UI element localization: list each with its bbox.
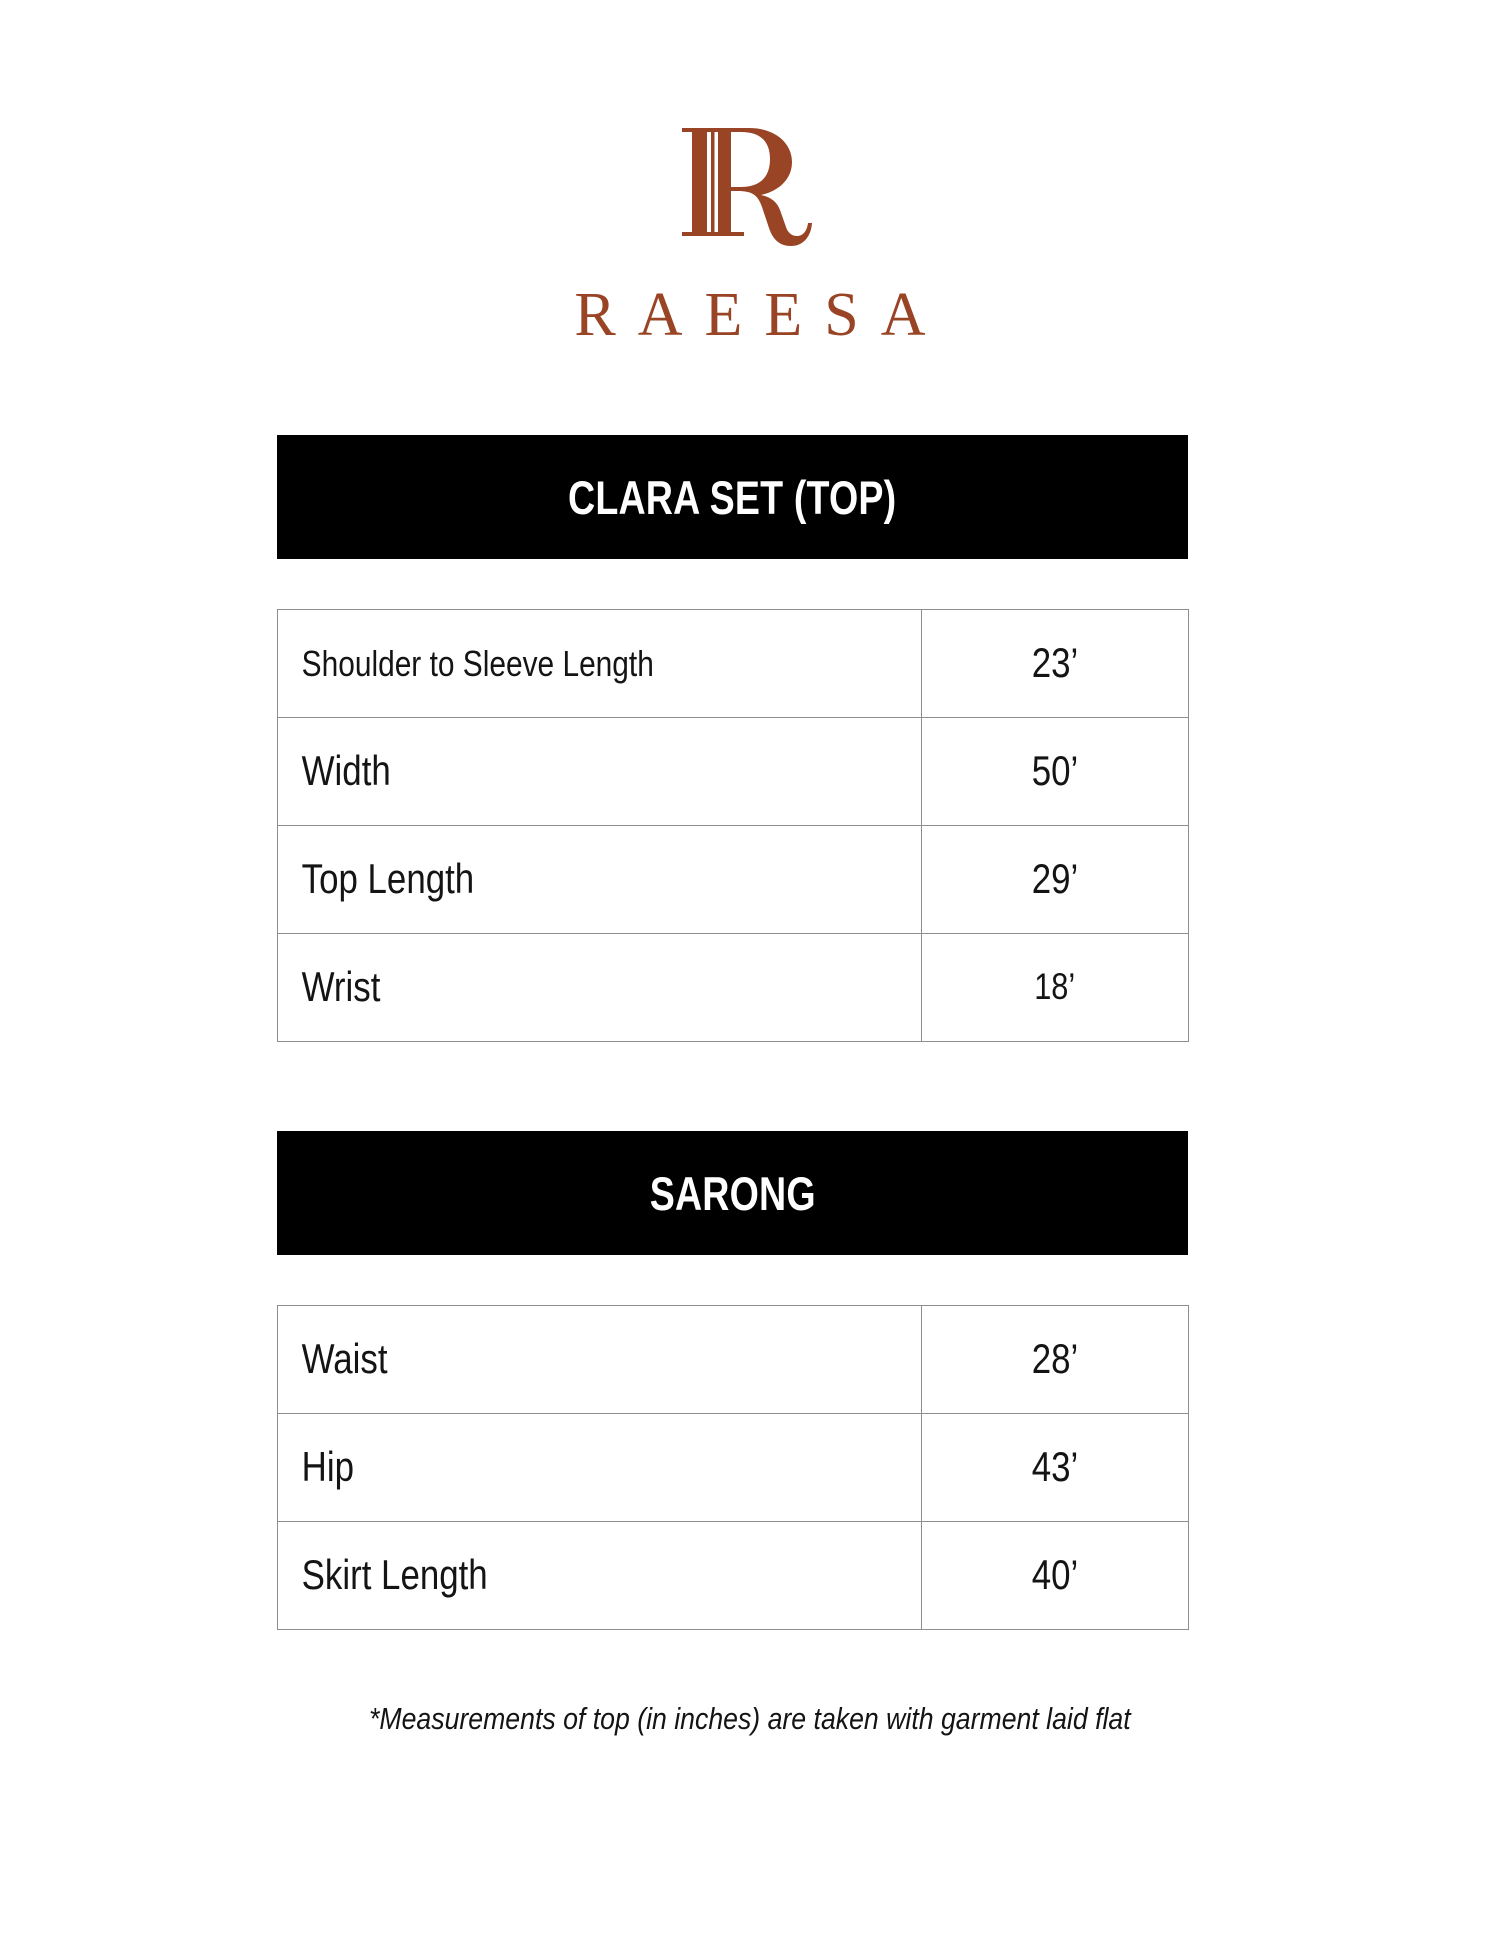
section-header-bar-sarong — [277, 1131, 1188, 1255]
section-header-title: CLARA SET (TOP) — [568, 470, 897, 524]
table-row — [278, 934, 1189, 1042]
measurement-value-text: 29’ — [1031, 855, 1079, 903]
table-row — [278, 610, 1189, 718]
section-header-title: SARONG — [649, 1166, 816, 1220]
measurement-value — [922, 1414, 1189, 1522]
measurement-value-text: 40’ — [1031, 1551, 1079, 1599]
measurement-value — [922, 610, 1189, 718]
measurement-value — [922, 826, 1189, 934]
measurement-footnote — [0, 1700, 1500, 1737]
measurement-value-text: 23’ — [1031, 639, 1079, 687]
raeesa-r-monogram-icon — [670, 118, 830, 246]
measurement-value-text: 50’ — [1031, 747, 1079, 795]
measurement-label: Skirt Length — [278, 1522, 813, 1630]
section-header-bar-clara-set-top — [277, 435, 1188, 559]
measurement-label: Wrist — [278, 934, 813, 1042]
measurement-value-text: 18’ — [1034, 966, 1076, 1008]
table-row — [278, 1306, 1189, 1414]
table-row — [278, 1414, 1189, 1522]
measurement-value-text: 28’ — [1031, 1335, 1079, 1383]
measurement-label: Hip — [278, 1414, 813, 1522]
measurement-label: Shoulder to Sleeve Length — [278, 610, 813, 718]
table-row — [278, 718, 1189, 826]
measurement-label: Top Length — [278, 826, 813, 934]
measurement-value — [922, 1306, 1189, 1414]
measurement-label: Width — [278, 718, 813, 826]
measurement-value-text: 43’ — [1031, 1443, 1079, 1491]
measurement-label: Waist — [278, 1306, 813, 1414]
section-clara-set-top — [277, 435, 1188, 1042]
section-sarong — [277, 1131, 1188, 1630]
measurements-table-clara-set-top — [277, 609, 1189, 1042]
measurement-value — [922, 934, 1189, 1042]
measurement-value — [922, 1522, 1189, 1630]
measurement-footnote-text: *Measurements of top (in inches) are taken with garment laid flat — [369, 1701, 1131, 1736]
brand-lockup — [0, 118, 1500, 349]
table-row — [278, 1522, 1189, 1630]
brand-wordmark: RAEESA — [574, 281, 948, 349]
measurement-value — [922, 718, 1189, 826]
measurements-table-sarong — [277, 1305, 1189, 1630]
table-row — [278, 826, 1189, 934]
